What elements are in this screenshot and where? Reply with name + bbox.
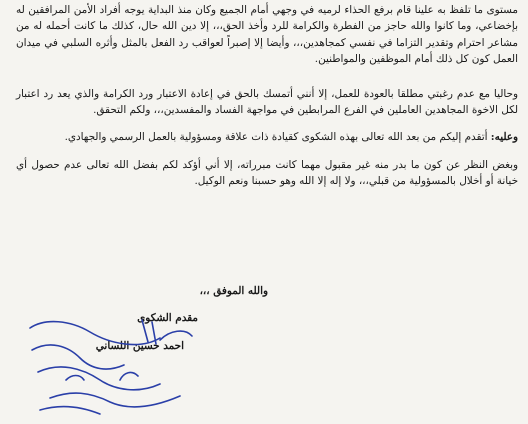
signature-name: احمد حسين اللساني xyxy=(95,340,184,352)
closing-line: والله الموفق ،،، xyxy=(199,285,268,297)
paragraph-3-lead: وعليه: xyxy=(490,131,518,144)
paragraph-3 xyxy=(16,129,518,145)
paragraph-1: مستوى ما تلفظ به علينا قام برفع الحذاء لرميه في وجهي أمام الجميع وكان منذ البداية يوجه أفراد الأمن المرافقين له بإخضاعي، وما كانوا والله حاجز من الفطرة والكرامة للرد وأخذ الحق،،، إلا دين الله حال، كذلك ما كانت أحمله له من مشاعر احترام وتقدير التزاما في نفسي كمجاهدين،،، وأيضا إلا إصبراً لعواقب رد الفعل بالمثل وأثره السلبي في ميدان العمل كون كل ذلك أمام الموظفين والمواطنين. xyxy=(16,4,518,66)
paragraph-2: وحاليا مع عدم رغبتي مطلقا بالعودة للعمل، إلا أنني أتمسك بالحق في إعادة الاعتبار ورد الكرامة والذي يعد رد اعتبار لكل الاخوة المجاهدين العاملين في الفرع المرابطين في مواجهة الفساد والمفسدين،،، ولكم التحقق. xyxy=(16,87,518,117)
handwritten-signature xyxy=(20,310,200,420)
paragraph-4: وبغض النظر عن كون ما بدر منه غير مقبول مهما كانت مبرراته، إلا أني أؤكد لكم بفضل الله تعالى عدم حصول أي خيانة أو أخلال بالمسؤولية من قبلي،،، ولا إله إلا الله وهو حسبنا ونعم الوكيل. xyxy=(16,158,518,188)
letter-body xyxy=(16,2,518,190)
paragraph-3-text: أتقدم إليكم من بعد الله تعالى بهذه الشكوى كقيادة ذات علاقة ومسؤولية بالعمل الرسمي والجهادي. xyxy=(64,131,491,144)
signature-title: مقدم الشكوى xyxy=(137,312,198,324)
